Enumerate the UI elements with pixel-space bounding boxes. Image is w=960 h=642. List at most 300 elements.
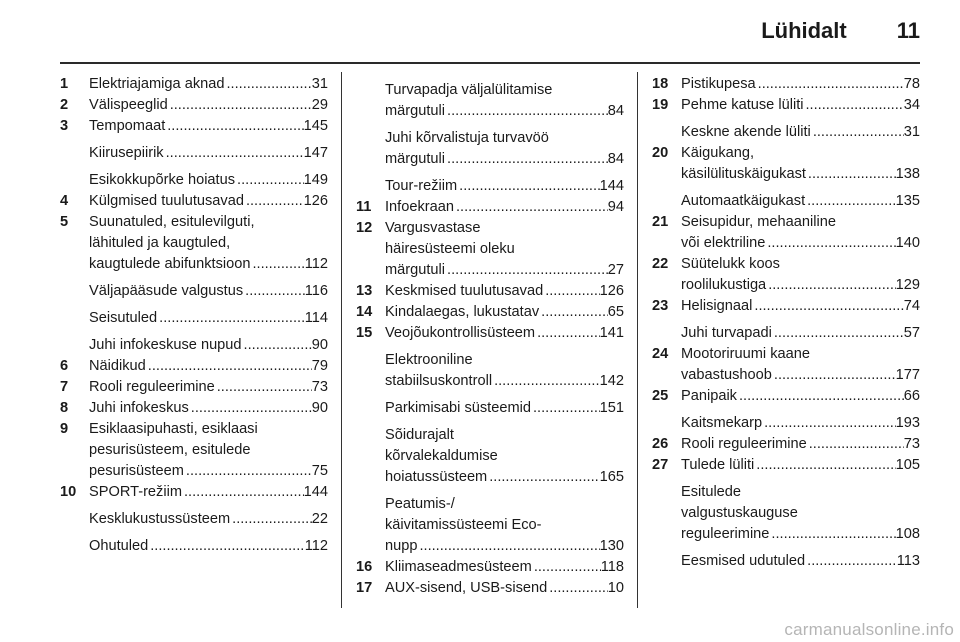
entry-label: hoiatussüsteem xyxy=(385,469,488,485)
page-reference: 75 xyxy=(311,463,328,479)
entry-text xyxy=(385,323,624,344)
item-number: 23 xyxy=(652,298,669,314)
entry-label: Rooli reguleerimine xyxy=(89,379,215,395)
entry-line xyxy=(89,482,328,503)
item-number: 17 xyxy=(356,580,373,596)
page-header xyxy=(761,18,920,44)
entry-text xyxy=(385,218,624,281)
entry-text xyxy=(89,170,328,191)
item-number xyxy=(60,308,89,329)
entry-text xyxy=(385,302,624,323)
entry-label: Külgmised tuulutusavad xyxy=(89,193,244,209)
entry-line xyxy=(385,557,624,578)
entry-text xyxy=(385,350,624,392)
index-entry xyxy=(652,95,920,116)
entry-text xyxy=(89,191,328,212)
page-reference: 144 xyxy=(303,484,328,500)
dot-leader xyxy=(804,95,904,116)
entry-label: märgutuli xyxy=(385,262,446,278)
dot-leader xyxy=(250,254,304,275)
entry-label: või elektriline xyxy=(681,235,766,251)
entry-label: Seisutuled xyxy=(89,310,158,326)
dot-leader xyxy=(762,413,896,434)
index-entry xyxy=(356,557,624,578)
page-reference: 29 xyxy=(311,97,328,113)
entry-label: Esitulede xyxy=(681,484,742,500)
entry-label: Infoekraan xyxy=(385,199,454,215)
entry-label: Pistikupesa xyxy=(681,76,756,92)
entry-line xyxy=(89,356,328,377)
entry-label: Keskne akende lüliti xyxy=(681,124,811,140)
index-entry xyxy=(60,308,328,329)
item-number: 16 xyxy=(356,559,373,575)
entry-text xyxy=(89,116,328,137)
entry-line xyxy=(681,482,920,503)
page-reference: 112 xyxy=(304,256,328,272)
entry-label: Tulede lüliti xyxy=(681,457,755,473)
index-entry xyxy=(652,482,920,545)
dot-leader xyxy=(807,434,904,455)
index-entry xyxy=(356,350,624,392)
entry-label: Peatumis-/ xyxy=(385,496,455,512)
page-reference: 114 xyxy=(304,310,328,326)
entry-line xyxy=(681,74,920,95)
entry-line xyxy=(681,296,920,317)
page-reference: 65 xyxy=(607,304,624,320)
entry-line xyxy=(681,413,920,434)
entry-label: Tempomaat xyxy=(89,118,166,134)
watermark: carmanualsonline.info xyxy=(784,620,954,639)
page-reference: 116 xyxy=(304,283,328,299)
index-entry xyxy=(652,122,920,143)
dot-leader xyxy=(766,275,895,296)
dot-leader xyxy=(242,335,312,356)
entry-text xyxy=(681,386,920,407)
index-entry xyxy=(60,212,328,275)
page-reference: 10 xyxy=(607,580,624,596)
page-reference: 84 xyxy=(607,151,624,167)
dot-leader xyxy=(531,398,600,419)
item-number: 14 xyxy=(356,304,373,320)
entry-text xyxy=(681,455,920,476)
item-number xyxy=(356,494,385,557)
entry-label: Süütelukk koos xyxy=(681,256,780,272)
entry-line xyxy=(89,95,328,116)
entry-text xyxy=(89,482,328,503)
item-number xyxy=(60,281,89,302)
item-number xyxy=(356,425,385,488)
entry-label: Sõidurajalt xyxy=(385,427,454,443)
entry-label: Vargusvastase xyxy=(385,220,481,236)
entry-label: märgutuli xyxy=(385,103,446,119)
entry-line xyxy=(681,275,920,296)
item-number: 10 xyxy=(60,484,77,500)
entry-line xyxy=(89,191,328,212)
page-reference: 73 xyxy=(311,379,328,395)
index-column-2 xyxy=(356,74,624,599)
dot-leader xyxy=(769,524,895,545)
item-number xyxy=(652,323,681,344)
item-number xyxy=(60,143,89,164)
page-reference: 129 xyxy=(895,277,920,293)
item-number: 24 xyxy=(652,346,669,362)
item-number xyxy=(652,191,681,212)
page-reference: 130 xyxy=(599,538,624,554)
entry-text xyxy=(681,434,920,455)
entry-text xyxy=(89,419,328,482)
entry-line xyxy=(681,503,920,524)
entry-label: käsilülituskäigukast xyxy=(681,166,806,182)
entry-label: valgustuskauguse xyxy=(681,505,798,521)
index-entry xyxy=(652,191,920,212)
entry-text xyxy=(681,191,920,212)
entry-label: Elektriajamiga aknad xyxy=(89,76,225,92)
entry-text xyxy=(681,344,920,386)
item-number: 3 xyxy=(60,118,69,134)
index-entry xyxy=(356,425,624,488)
entry-line xyxy=(385,281,624,302)
page-reference: 140 xyxy=(895,235,920,251)
dot-leader xyxy=(492,371,600,392)
dot-leader xyxy=(806,164,896,185)
page-reference: 66 xyxy=(903,388,920,404)
entry-label: Tour-režiim xyxy=(385,178,458,194)
entry-line xyxy=(681,95,920,116)
dot-leader xyxy=(157,308,305,329)
entry-label: Käigukang, xyxy=(681,145,755,161)
page-reference: 84 xyxy=(607,103,624,119)
dot-leader xyxy=(543,281,599,302)
item-number xyxy=(356,350,385,392)
index-entry xyxy=(356,494,624,557)
entry-line xyxy=(385,494,624,515)
entry-text xyxy=(681,254,920,296)
index-entry xyxy=(356,176,624,197)
dot-leader xyxy=(235,170,304,191)
entry-label: kõrvalekaldumise xyxy=(385,448,498,464)
entry-text xyxy=(385,80,624,122)
entry-label: kaugtulede abifunktsioon xyxy=(89,256,251,272)
index-entry xyxy=(60,356,328,377)
dot-leader xyxy=(547,578,608,599)
dot-leader xyxy=(165,116,303,137)
page-reference: 90 xyxy=(311,400,328,416)
entry-line xyxy=(89,308,328,329)
column-divider xyxy=(637,72,638,608)
entry-line xyxy=(385,176,624,197)
entry-text xyxy=(89,308,328,329)
entry-label: märgutuli xyxy=(385,151,446,167)
item-number: 8 xyxy=(60,400,69,416)
entry-line xyxy=(89,461,328,482)
entry-text xyxy=(681,122,920,143)
page-reference: 118 xyxy=(600,559,624,575)
item-number: 6 xyxy=(60,358,69,374)
entry-label: Kindalaegas, lukustatav xyxy=(385,304,540,320)
entry-label: Näidikud xyxy=(89,358,146,374)
page-reference: 135 xyxy=(895,193,920,209)
dot-leader xyxy=(539,302,608,323)
index-entry xyxy=(652,455,920,476)
entry-label: pesurisüsteem xyxy=(89,463,184,479)
index-entry xyxy=(60,335,328,356)
index-entry xyxy=(60,482,328,503)
page-reference: 177 xyxy=(895,367,920,383)
index-entry xyxy=(652,74,920,95)
entry-line xyxy=(385,149,624,170)
dot-leader xyxy=(184,461,312,482)
item-number xyxy=(60,170,89,191)
entry-line xyxy=(89,143,328,164)
item-number: 26 xyxy=(652,436,669,452)
entry-label: Mootoriruumi kaane xyxy=(681,346,810,362)
entry-text xyxy=(89,335,328,356)
dot-leader xyxy=(182,482,304,503)
entry-text xyxy=(681,143,920,185)
dot-leader xyxy=(811,122,904,143)
index-column-1 xyxy=(60,74,328,557)
dot-leader xyxy=(772,323,904,344)
item-number: 5 xyxy=(60,214,69,230)
entry-label: nupp xyxy=(385,538,418,554)
entry-label: Välispeeglid xyxy=(89,97,168,113)
entry-text xyxy=(89,377,328,398)
entry-text xyxy=(89,95,328,116)
entry-label: Esikokkupõrke hoiatus xyxy=(89,172,236,188)
dot-leader xyxy=(230,509,312,530)
entry-label: Turvapadja väljalülitamise xyxy=(385,82,553,98)
item-number: 12 xyxy=(356,220,373,236)
entry-line xyxy=(681,122,920,143)
entry-line xyxy=(385,128,624,149)
entry-text xyxy=(89,143,328,164)
page-reference: 105 xyxy=(895,457,920,473)
dot-leader xyxy=(224,74,311,95)
item-number: 25 xyxy=(652,388,669,404)
entry-line xyxy=(385,302,624,323)
entry-label: Automaatkäigukast xyxy=(681,193,806,209)
item-number xyxy=(60,509,89,530)
entry-label: pesurisüsteem, esitulede xyxy=(89,442,251,458)
page-reference: 147 xyxy=(303,145,328,161)
entry-text xyxy=(89,74,328,95)
dot-leader xyxy=(752,296,903,317)
entry-line xyxy=(385,323,624,344)
entry-label: Suunatuled, esitulevilguti, xyxy=(89,214,255,230)
page-reference: 94 xyxy=(607,199,624,215)
entry-line xyxy=(89,398,328,419)
index-entry xyxy=(356,80,624,122)
entry-line xyxy=(89,335,328,356)
entry-line xyxy=(89,509,328,530)
index-entry xyxy=(60,170,328,191)
dot-leader xyxy=(189,398,312,419)
page-reference: 78 xyxy=(903,76,920,92)
entry-text xyxy=(385,425,624,488)
entry-line xyxy=(89,281,328,302)
item-number: 19 xyxy=(652,97,669,113)
entry-line xyxy=(385,536,624,557)
entry-line xyxy=(385,218,624,239)
page-reference: 34 xyxy=(903,97,920,113)
entry-label: Veojõukontrollisüsteem xyxy=(385,325,536,341)
entry-label: Juhi infokeskus xyxy=(89,400,189,416)
entry-label: roolilukustiga xyxy=(681,277,767,293)
index-entry xyxy=(60,143,328,164)
entry-text xyxy=(385,578,624,599)
dot-leader xyxy=(754,455,895,476)
entry-label: vabastushoob xyxy=(681,367,772,383)
entry-line xyxy=(681,365,920,386)
entry-label: Parkimisabi süsteemid xyxy=(385,400,531,416)
page-reference: 112 xyxy=(304,538,328,554)
dot-leader xyxy=(168,95,312,116)
entry-label: käivitamissüsteemi Eco- xyxy=(385,517,542,533)
entry-label: Juhi infokeskuse nupud xyxy=(89,337,242,353)
index-entry xyxy=(60,281,328,302)
entry-line xyxy=(89,74,328,95)
item-number: 7 xyxy=(60,379,69,395)
page-reference: 22 xyxy=(311,511,328,527)
dot-leader xyxy=(805,191,896,212)
entry-text xyxy=(385,197,624,218)
entry-line xyxy=(89,170,328,191)
index-entry xyxy=(356,323,624,344)
entry-line xyxy=(89,116,328,137)
entry-text xyxy=(89,356,328,377)
item-number: 21 xyxy=(652,214,669,230)
entry-label: Pehme katuse lüliti xyxy=(681,97,804,113)
entry-line xyxy=(681,344,920,365)
entry-text xyxy=(89,281,328,302)
index-entry xyxy=(60,398,328,419)
item-number xyxy=(356,80,385,122)
entry-line xyxy=(385,197,624,218)
index-entry xyxy=(652,212,920,254)
index-entry xyxy=(356,398,624,419)
index-entry xyxy=(60,536,328,557)
index-entry xyxy=(356,281,624,302)
page-reference: 151 xyxy=(599,400,624,416)
entry-label: häiresüsteemi oleku xyxy=(385,241,515,257)
entry-line xyxy=(681,164,920,185)
item-number xyxy=(652,482,681,545)
page-reference: 165 xyxy=(599,469,624,485)
entry-line xyxy=(681,551,920,572)
index-entry xyxy=(356,578,624,599)
item-number xyxy=(60,536,89,557)
item-number xyxy=(60,335,89,356)
dot-leader xyxy=(756,74,904,95)
dot-leader xyxy=(417,536,599,557)
item-number xyxy=(356,128,385,170)
entry-label: Juhi turvapadi xyxy=(681,325,772,341)
index-entry xyxy=(356,218,624,281)
entry-text xyxy=(385,281,624,302)
page-reference: 73 xyxy=(903,436,920,452)
item-number: 13 xyxy=(356,283,373,299)
entry-line xyxy=(89,254,328,275)
dot-leader xyxy=(487,467,599,488)
entry-text xyxy=(681,413,920,434)
page-reference: 142 xyxy=(599,373,624,389)
index-entry xyxy=(652,434,920,455)
page-reference: 31 xyxy=(311,76,328,92)
entry-line xyxy=(385,425,624,446)
dot-leader xyxy=(765,233,895,254)
index-entry xyxy=(652,551,920,572)
entry-line xyxy=(385,515,624,536)
entry-text xyxy=(89,509,328,530)
entry-line xyxy=(385,350,624,371)
dot-leader xyxy=(215,377,312,398)
entry-label: reguleerimine xyxy=(681,526,770,542)
index-entry xyxy=(60,419,328,482)
entry-line xyxy=(89,536,328,557)
item-number xyxy=(356,398,385,419)
page-reference: 144 xyxy=(599,178,624,194)
entry-label: SPORT-režiim xyxy=(89,484,182,500)
dot-leader xyxy=(457,176,599,197)
entry-line xyxy=(681,254,920,275)
index-entry xyxy=(60,191,328,212)
dot-leader xyxy=(445,101,608,122)
index-entry xyxy=(652,254,920,296)
page-reference: 31 xyxy=(903,124,920,140)
dot-leader xyxy=(445,260,608,281)
index-entry xyxy=(60,95,328,116)
item-number: 4 xyxy=(60,193,69,209)
index-entry xyxy=(356,197,624,218)
entry-label: Panipaik xyxy=(681,388,737,404)
entry-label: Kiirusepiirik xyxy=(89,145,164,161)
dot-leader xyxy=(772,365,896,386)
index-entry xyxy=(60,116,328,137)
index-entry xyxy=(652,143,920,185)
entry-line xyxy=(385,371,624,392)
index-entry xyxy=(356,128,624,170)
entry-text xyxy=(89,212,328,275)
entry-line xyxy=(385,239,624,260)
item-number: 11 xyxy=(356,199,372,215)
item-number xyxy=(356,176,385,197)
item-number xyxy=(652,122,681,143)
page-reference: 79 xyxy=(311,358,328,374)
entry-line xyxy=(681,386,920,407)
entry-line xyxy=(89,212,328,233)
entry-text xyxy=(681,212,920,254)
entry-line xyxy=(385,446,624,467)
entry-label: Eesmised udutuled xyxy=(681,553,806,569)
entry-line xyxy=(385,398,624,419)
entry-line xyxy=(681,434,920,455)
entry-line xyxy=(385,101,624,122)
dot-leader xyxy=(148,536,305,557)
item-number: 9 xyxy=(60,421,69,437)
page-reference: 138 xyxy=(895,166,920,182)
entry-line xyxy=(681,323,920,344)
index-entry xyxy=(356,302,624,323)
item-number: 15 xyxy=(356,325,373,341)
entry-label: Esiklaasipuhasti, esiklaasi xyxy=(89,421,258,437)
index-entry xyxy=(652,323,920,344)
item-number: 22 xyxy=(652,256,669,272)
entry-label: Seisupidur, mehaaniline xyxy=(681,214,836,230)
entry-label: Kliimaseadmesüsteem xyxy=(385,559,532,575)
dot-leader xyxy=(805,551,897,572)
page-number: 11 xyxy=(896,18,920,43)
item-number: 20 xyxy=(652,145,669,161)
